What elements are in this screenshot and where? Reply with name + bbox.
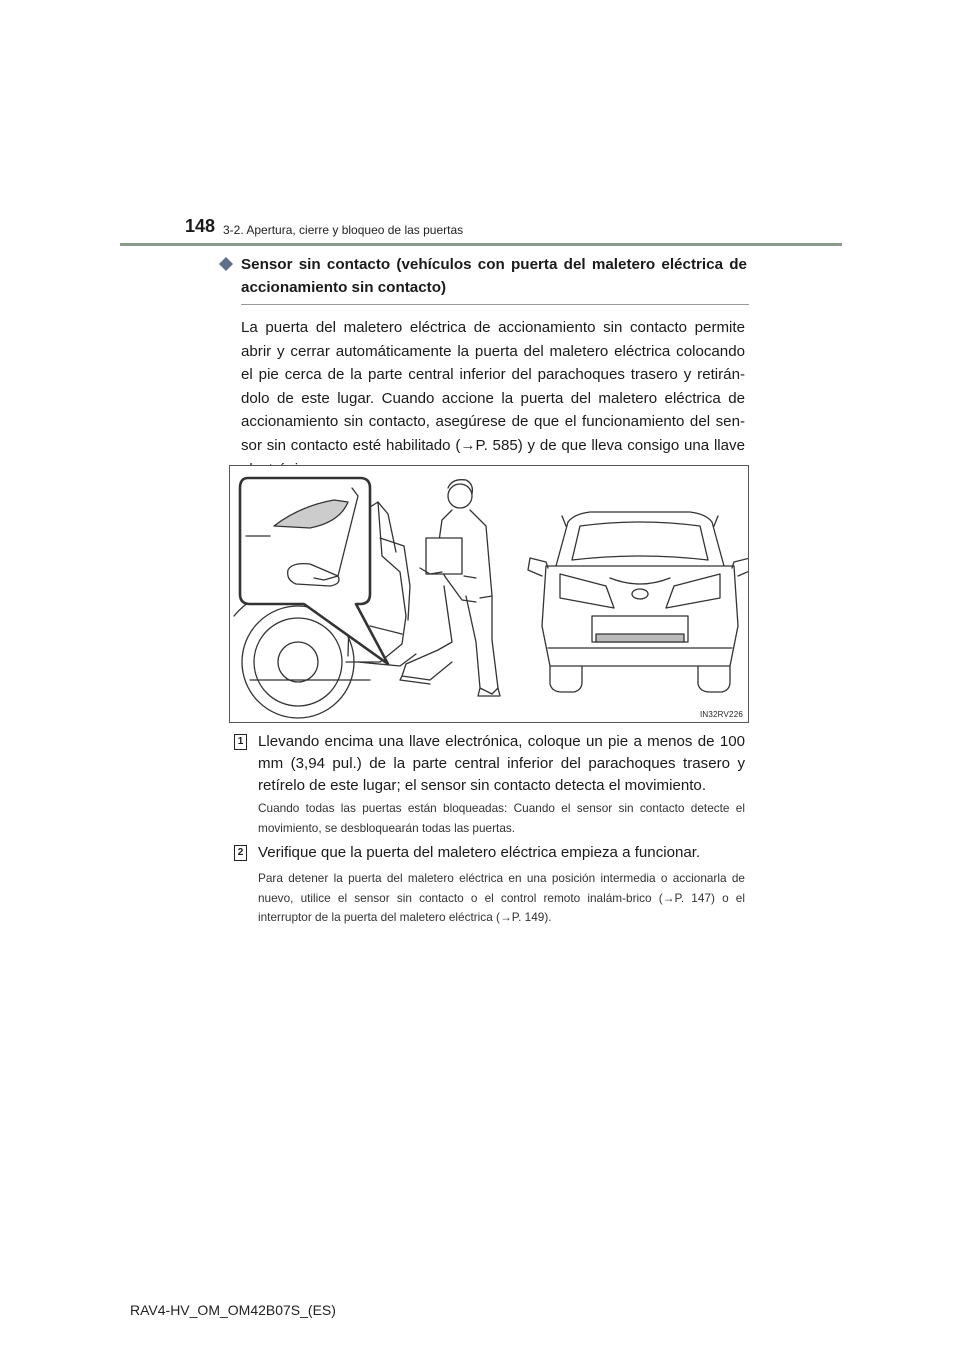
illustration-figure	[229, 465, 749, 723]
person-figure	[400, 480, 500, 696]
kick-sensor-illustration	[230, 466, 748, 722]
intro-paragraph: La puerta del maletero eléctrica de accionamiento sin contacto permite abrir y cerrar automáticamente la puerta del maletero eléctrica colocando el pie cerca de la parte central inferior del parachoques trasero y retirán-dolo de este lugar. Cuando accione la puerta del maletero eléctrica de accionamiento sin contacto, asegúrese de que el funcionamiento del sen-sor sin contacto esté habilitado (→P. 585) y de que lleva consigo una llave	[241, 319, 745, 454]
heading-divider	[241, 304, 749, 305]
step-2-text: Verifique que la puerta del maletero eléctrica empieza a funcionar.	[258, 844, 701, 861]
step-number-2: 2	[234, 845, 247, 861]
document-footer-code: RAV4-HV_OM_OM42B07S_(ES)	[130, 1302, 336, 1318]
page-number: 148	[185, 216, 216, 236]
step-number-1: 1	[234, 734, 247, 750]
diamond-bullet-icon	[219, 257, 233, 271]
subsection-heading: Sensor sin contacto (vehículos con puerta del maletero eléctrica de accionamiento sin contacto)	[241, 256, 747, 296]
step-1-note: Cuando todas las puertas están bloqueadas: Cuando el sensor sin contacto detecte el movimiento, se desbloquearán todas las puertas.	[258, 801, 745, 835]
step-2-note: Para detener la puerta del maletero eléctrica en una posición intermedia o accionarla de nuevo, utilice el sensor sin contacto o el control remoto inalám-brico (→P. 147) o el interruptor de la puerta del maletero eléctrica (→P. 149).	[258, 871, 745, 924]
header-divider	[120, 243, 842, 246]
figure-code: IN32RV226	[699, 710, 743, 719]
vehicle-rear-view	[528, 512, 748, 692]
section-title: 3-2. Apertura, cierre y bloqueo de las puertas	[223, 223, 464, 237]
step-1-text: Llevando encima una llave electrónica, coloque un pie a menos de 100 mm (3,94 pul.) de la parte central inferior del parachoques trasero y retírelo de este lugar; el sensor sin contacto detecta el movimiento.	[258, 733, 745, 794]
